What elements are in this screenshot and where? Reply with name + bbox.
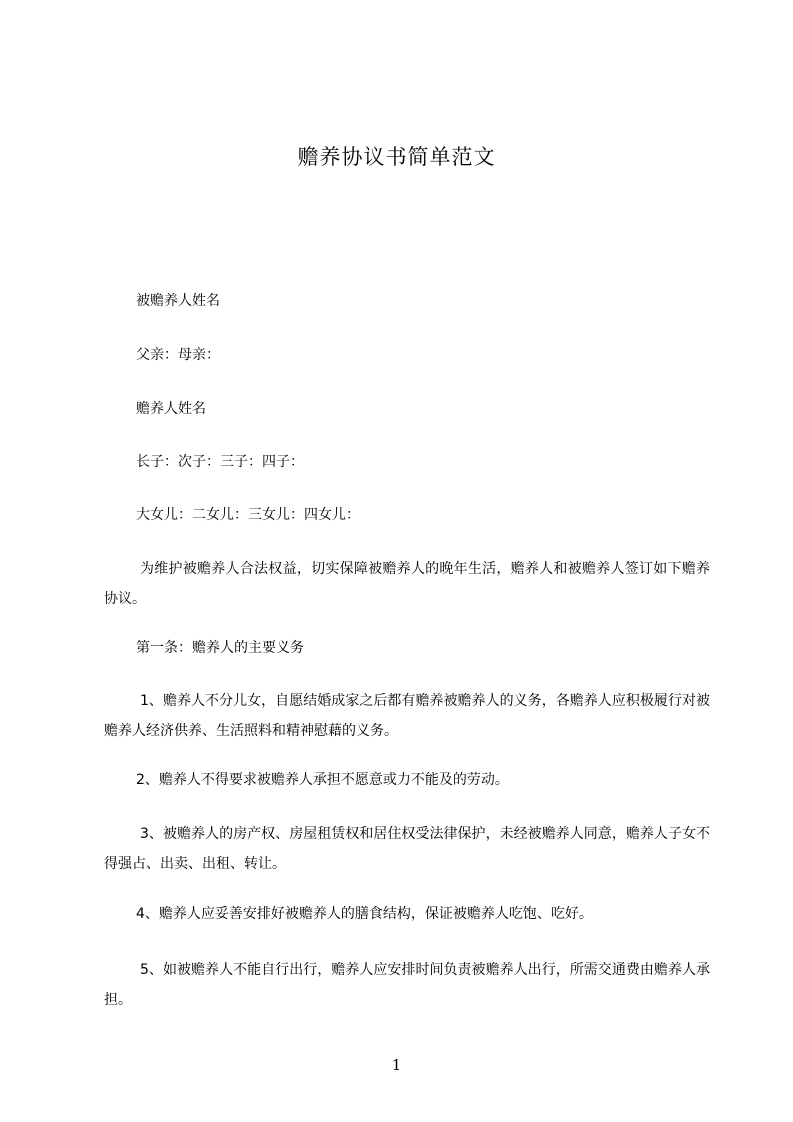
paragraph-dependent-name: 被赡养人姓名 (136, 293, 220, 309)
paragraph-parents: 父亲：母亲： (136, 347, 220, 363)
paragraph-clause-3: 3、被赡养人的房产权、房屋租赁权和居住权受法律保护，未经被赡养人同意，赡养人子女不得强占、出卖、出租、转让。 (104, 826, 710, 872)
paragraph-preamble: 为维护被赡养人合法权益，切实保障被赡养人的晚年生活，赡养人和被赡养人签订如下赡养协议。 (104, 561, 710, 607)
paragraph-article-one-heading: 第一条：赡养人的主要义务 (136, 640, 304, 656)
paragraph-clause-5: 5、如被赡养人不能自行出行，赡养人应安排时间负责被赡养人出行，所需交通费由赡养人承担。 (104, 962, 710, 1008)
paragraph-daughters: 大女儿：二女儿：三女儿：四女儿： (136, 507, 360, 523)
paragraph-sons: 长子：次子：三子：四子： (136, 454, 304, 470)
paragraph-clause-4: 4、赡养人应妥善安排好被赡养人的膳食结构，保证被赡养人吃饱、吃好。 (136, 906, 593, 922)
page-number: 1 (391, 1056, 402, 1074)
paragraph-clause-1: 1、赡养人不分儿女，自愿结婚成家之后都有赡养被赡养人的义务，各赡养人应积极履行对被赡养人经济供养、生活照料和精神慰藉的义务。 (104, 693, 710, 739)
paragraph-supporter-name: 赡养人姓名 (136, 401, 206, 417)
paragraph-clause-2: 2、赡养人不得要求被赡养人承担不愿意或力不能及的劳动。 (136, 772, 509, 788)
document-title: 赡养协议书简单范文 (297, 145, 496, 169)
